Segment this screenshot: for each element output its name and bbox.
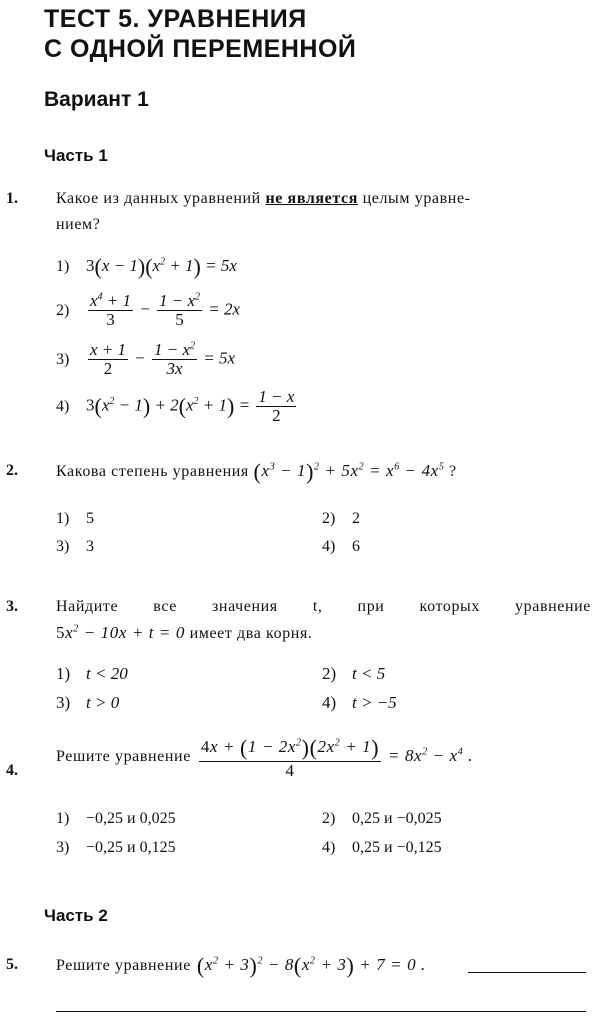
q1-option-4-formula: $3(x^2 - 1) + 2(x^2 + 1)$ = $\frac{1 - x}{2}$	[86, 387, 295, 425]
page-title-line2: С ОДНОЙ ПЕРЕМЕННОЙ	[44, 35, 357, 63]
q4-text: Решите уравнение	[56, 748, 191, 766]
question-5-number: 5.	[6, 956, 18, 973]
q1-text-a: Какое из данных уравнений	[56, 190, 266, 207]
q1-option-4[interactable]: 4) $3(x^2 - 1) + 2(x^2 + 1)$ = $\frac{1 - x}{2}$	[56, 388, 298, 425]
q1-option-3[interactable]: 3) $\frac{x + 1}{2}$ − $\frac{1 - x^2}{3x}$ = 5x	[56, 340, 236, 378]
q1-text-d: нием?	[56, 216, 101, 233]
q1-option-3-formula: $\frac{x + 1}{2}$ − $\frac{1 - x^2}{3x}$ = 5x	[90, 340, 236, 378]
q2-option-3[interactable]: 3) 3	[56, 538, 94, 555]
q3-option-2[interactable]: 2) t < 5	[322, 664, 386, 683]
q4-option-1[interactable]: 1) −0,25 и 0,025	[56, 810, 176, 827]
q1-option-1[interactable]: 1) $3(x - 1)(x^2 + 1) = 5x$	[56, 254, 237, 279]
q3-option-3[interactable]: 3) t > 0	[56, 693, 120, 712]
q3-formula: $5x^2 - 10x + t = 0$	[56, 623, 185, 642]
question-1-text	[56, 186, 591, 238]
question-2-number: 2.	[6, 462, 18, 479]
q1-text-c: целым уравне-	[358, 190, 471, 207]
question-4-text	[56, 734, 473, 780]
page-title-line1: ТЕСТ 5. УРАВНЕНИЯ	[44, 5, 307, 33]
q3-text-line1: Найдите все значения t, при которых уравнение	[56, 598, 591, 615]
q2-option-4[interactable]: 4) 6	[322, 538, 360, 555]
question-4-number: 4.	[6, 762, 18, 779]
q4-option-2[interactable]: 2) 0,25 и −0,025	[322, 810, 442, 827]
part2-heading: Часть 2	[44, 906, 108, 925]
q3-text-line2: имеет два корня.	[189, 625, 313, 642]
q1-option-1-formula: $3(x - 1)(x^2 + 1) = 5x$	[86, 254, 237, 279]
q4-option-3[interactable]: 3) −0,25 и 0,125	[56, 839, 176, 856]
q5-answer-line-2[interactable]	[56, 1010, 586, 1012]
q4-option-4[interactable]: 4) 0,25 и −0,125	[322, 839, 442, 856]
q1-option-2[interactable]: 2) $\frac{x^4 + 1}{3}$ − $\frac{1 - x^2}{5}$ = 2x	[56, 291, 241, 329]
q1-text-emphasis: не является	[265, 190, 358, 207]
part1-heading: Часть 1	[44, 146, 108, 165]
q3-option-4[interactable]: 4) t > −5	[322, 693, 397, 712]
q2-option-2[interactable]: 2) 2	[322, 510, 360, 527]
q5-answer-line[interactable]	[468, 971, 586, 973]
variant-heading: Вариант 1	[44, 88, 149, 111]
q2-option-1[interactable]: 1) 5	[56, 510, 94, 527]
q5-text: Решите уравнение	[56, 956, 191, 974]
q1-option-2-formula: $\frac{x^4 + 1}{3}$ − $\frac{1 - x^2}{5}$ = 2x	[90, 291, 241, 329]
q2-text: Какова степень уравнения	[56, 463, 249, 480]
question-5-text	[56, 952, 426, 979]
question-3-text	[56, 594, 591, 647]
q2-formula: $(x^3 - 1)^2 + 5x^2 = x^6 - 4x^5$	[253, 459, 445, 485]
q4-formula: $\frac{4x + (1 - 2x^2)(2x^2 + 1)}{4}$ = $8x^2 - x^4$ .	[200, 735, 474, 781]
q5-formula: $(x^2 + 3)^2 - 8(x^2 + 3) + 7 = 0$ .	[196, 953, 426, 979]
q3-option-1[interactable]: 1) t < 20	[56, 664, 128, 683]
question-1-number: 1.	[6, 190, 18, 207]
question-3-number: 3.	[6, 598, 18, 615]
question-2-text: Какова степень уравнения $(x^3 - 1)^2 + 5x^2 = x^6 - 4x^5$ ?	[56, 459, 457, 485]
